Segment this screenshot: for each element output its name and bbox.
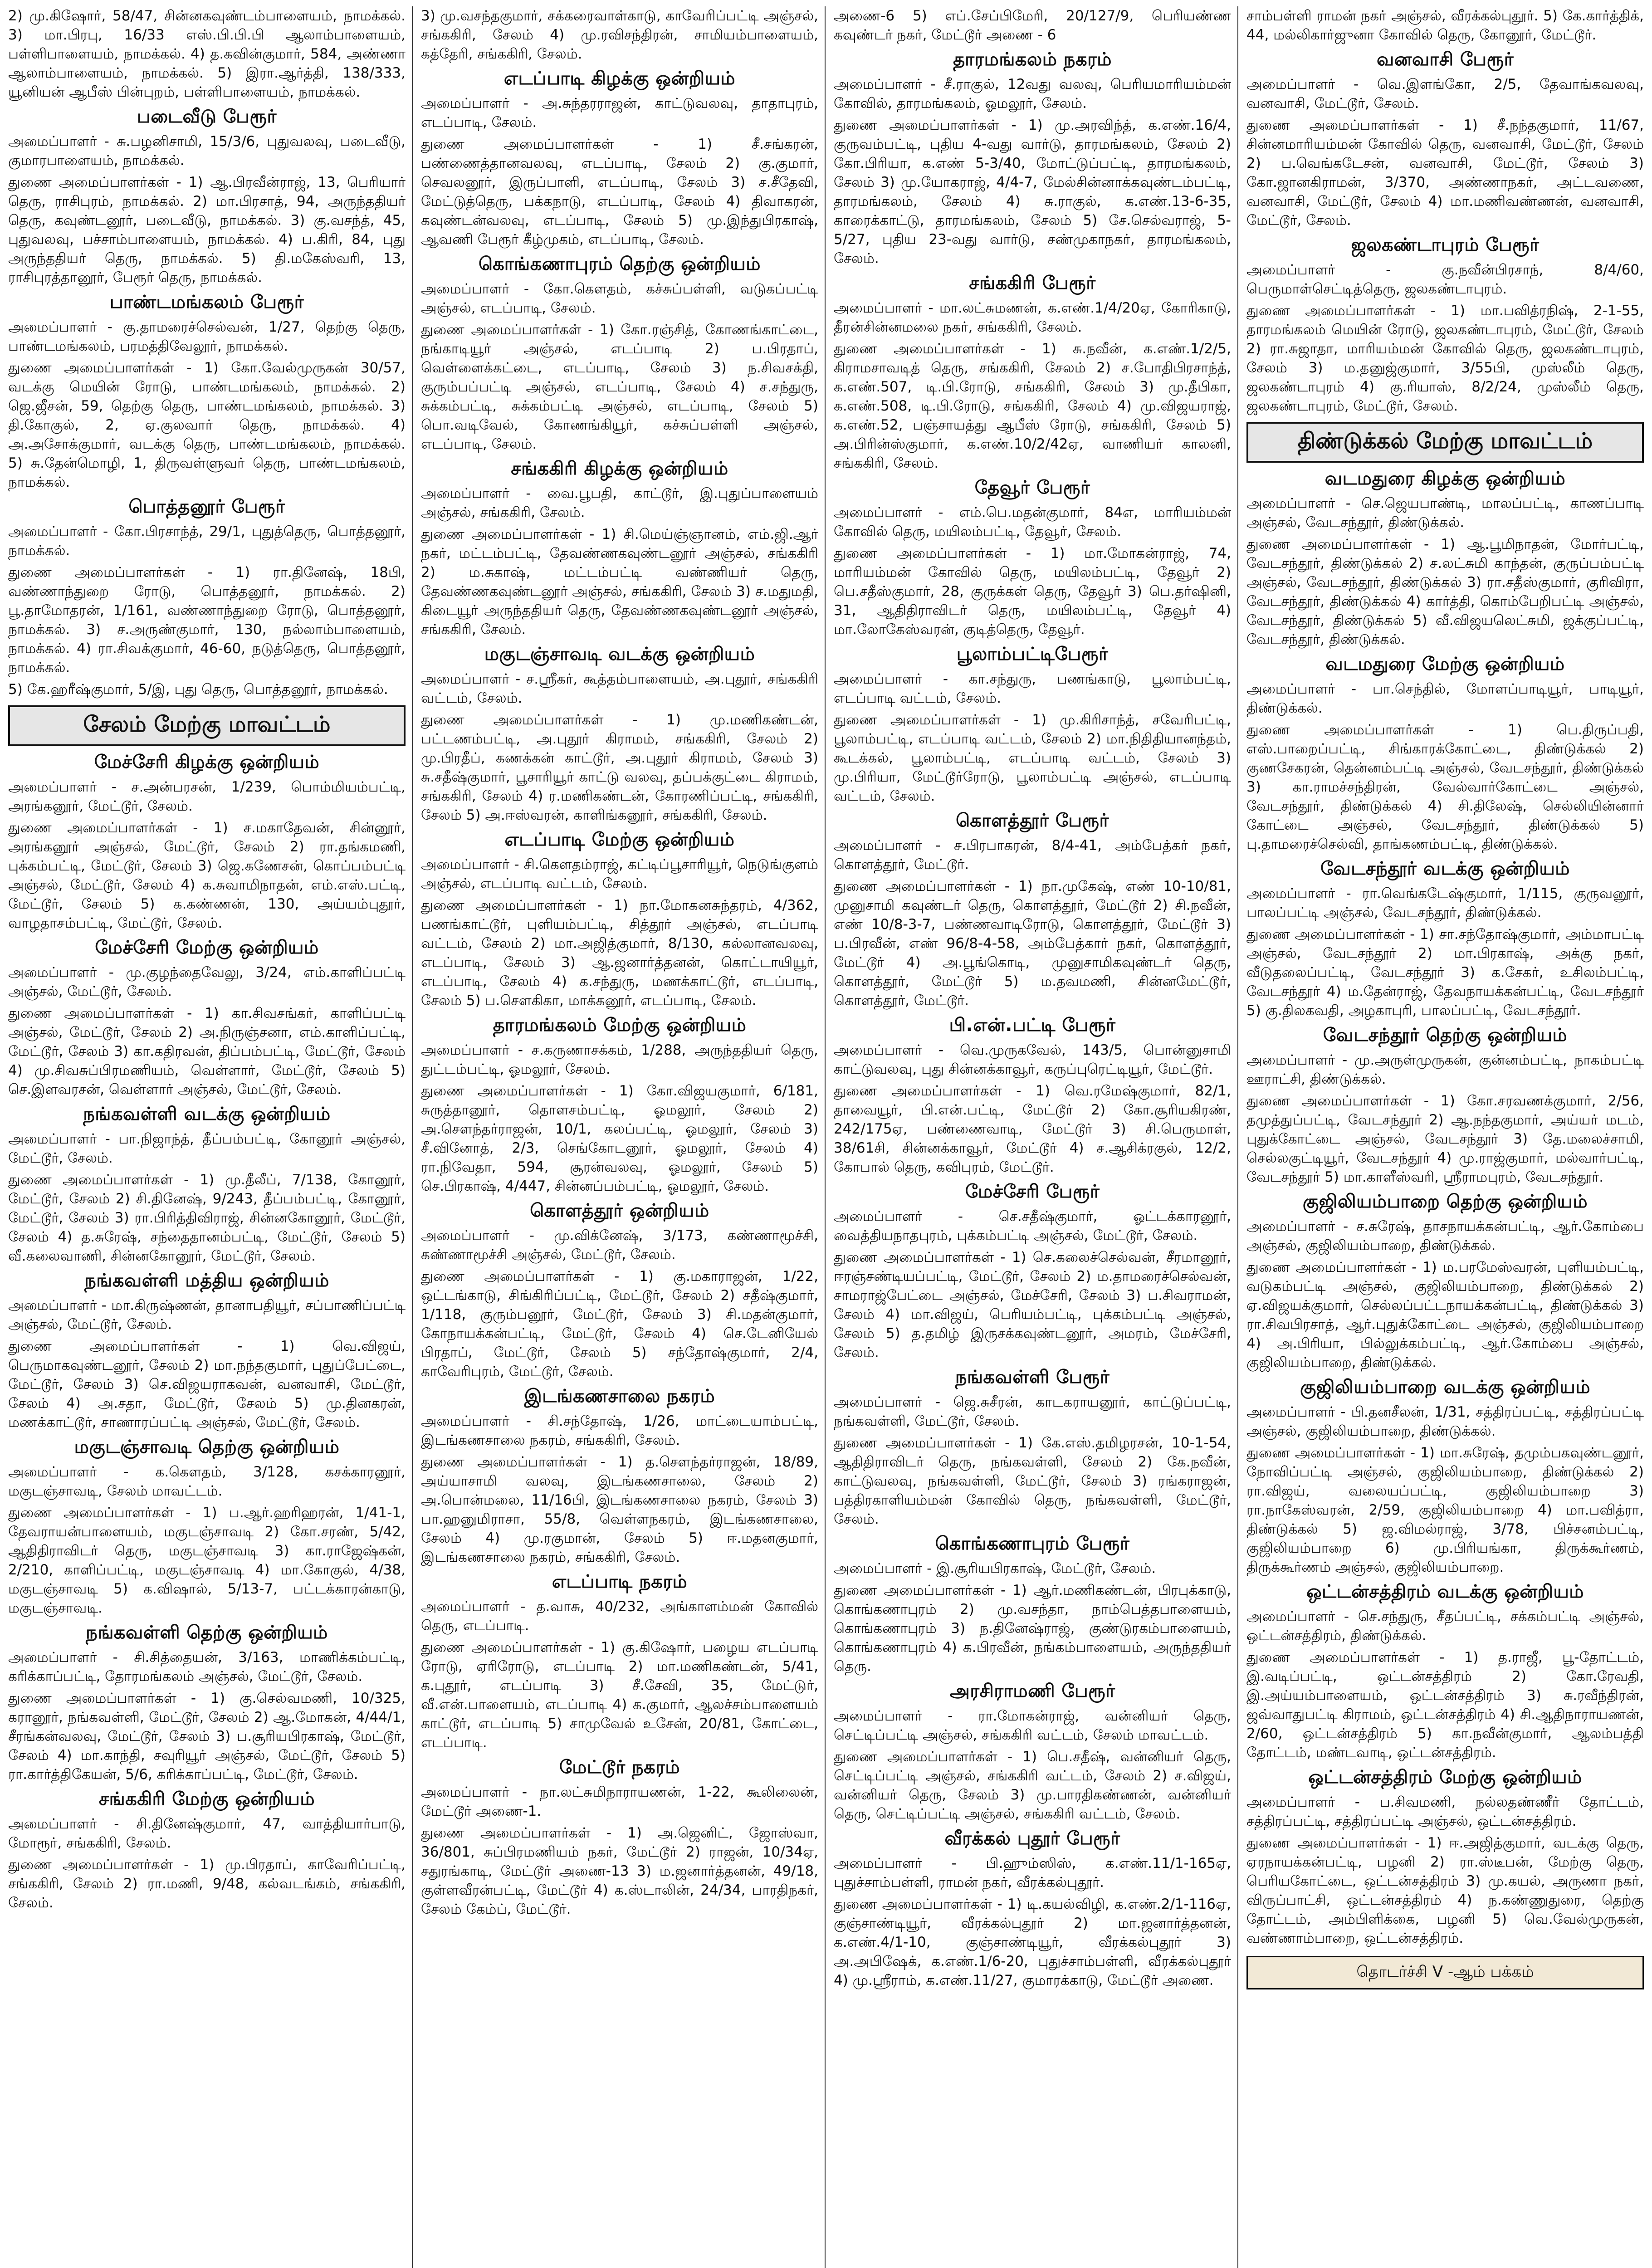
section-paragraph: அமைப்பாளர் - எம்.பெ.மதன்குமார், 84எ, மாரியம்மன் கோவில் தெரு, மயிலம்பட்டி, தேவூர், சேலம். [834, 504, 1231, 540]
section-heading: எடப்பாடி கிழக்கு ஒன்றியம் [503, 68, 736, 89]
section-paragraph: 2) மு.கிஷோர், 58/47, சின்னகவுண்டம்பாளையம், நாமக்கல். 3) மா.பிரபு, 16/33 எஸ்.பி.பி.பி ஆலாம்பாளையம், பள்ளிபாளையம், நாமக்கல். 4) த.கவின்குமார், 584, அண்ணா ஆலாம்பாளையம், நாமக்கல். 5) இரா.ஆர்த்தி, 138/333, யூனியன் ஆபீஸ் பின்புறம், பள்ளிபாளையம், நாமக்கல். [8, 8, 406, 100]
section [1246, 1191, 1644, 1372]
section-paragraph: அமைப்பாளர் - மா.கிருஷ்ணன், தானாபதியூர், சப்பாணிப்பட்டி அஞ்சல், மேட்டூர், சேலம். [8, 1297, 406, 1333]
section-paragraph: துணை அமைப்பாளர்கள் - 1) சு.நவீன், க.எண்.1/2/5, கிராமசாவடித் தெரு, சங்ககிரி, சேலம் 2) ச.போதிபிரசாந்த், க.எண்.507, டி.பி.ரோடு, சங்ககிரி, சேலம் 3) மு.தீபிகா, க.எண்.508, டி.பி.ரோடு, சங்ககிரி, சேலம் 4) மு.விஜயராஜ், க.எண்.52, பஞ்சாயத்து ஆபீஸ் ரோடு, சங்ககிரி, சேலம் 5) அ.பிரின்ஸ்குமார், க.எண்.10/2/42ஏ, வாணியர் காலனி, சங்ககிரி, சேலம். [834, 341, 1231, 471]
section-paragraph: துணை அமைப்பாளர்கள் - 1) கு.மகாராஜன், 1/22, ஒட்டங்காடு, சிங்கிரிப்பட்டி, மேட்டூர், சேலம் 2) சதீஷ்குமார், 1/118, குரும்பனூர், மேட்டூர், சேலம் 3) சி.மதன்குமார், கோநாயக்கன்பட்டி, மேட்டூர், சேலம் 4) செ.டேனியேல் பிரதாப், மேட்டூர், சேலம் 5) சந்தோஷ்குமார், 2/4, காவேரிபுரம், மேட்டூர், சேலம். [421, 1268, 818, 1380]
section [834, 1181, 1231, 1362]
section-paragraph: துணை அமைப்பாளர்கள் - 1) ப.ஆர்.ஹரிஹரன், 1/41-1, தேவராயன்பாளையம், மகுடஞ்சாவடி 2) கோ.சரண், 5/42, ஆதிதிராவிடர் தெரு, மகுடஞ்சாவடி 3) கா.ராஜேஷ்கன், 2/210, காளிப்பட்டி, மகுடஞ்சாவடி 4) மா.கோகுல், 4/38, மகுடஞ்சாவடி 5) க.விஷால், 5/13-7, பட்டக்காரன்காடு, மகுடஞ்சாவடி. [8, 1505, 406, 1616]
section-paragraph: துணை அமைப்பாளர்கள் - 1) வெ.ரமேஷ்குமார், 82/1, தாவையூர், பி.என்.பட்டி, மேட்டூர் 2) கோ.சூரியகிரண், 242/175ஏ, பண்ணைவாடி, மேட்டூர் 3) சி.பெருமாள், 38/61சி, சின்னக்காவூர், மேட்டூர் 4) ச.ஆசிக்ரகுல், 12/2, கோபால் தெரு, கவிபுரம், மேட்டூர். [834, 1083, 1231, 1175]
column-3 [834, 6, 1238, 2268]
section [834, 810, 1231, 1010]
section-heading: இடங்கணசாலை நகரம் [524, 1386, 715, 1407]
section-paragraph: துணை அமைப்பாளர்கள் - 1) கு.கிஷோர், பழைய எடப்பாடி ரோடு, ஏரிரோடு, எடப்பாடி 2) மா.மணிகண்டன், 5/41, க.புதூர், எடப்பாடி 3) சீ.சேவி, 35, மேட்டுர், வீ.என்.பாளையம், எடப்பாடி 4) க.குமார், ஆலச்சம்பாளையம் காட்டூர், எடப்பாடி 5) சாமுவேல் உசேன், 20/81, கோட்டை, எடப்பாடி. [421, 1639, 818, 1751]
section-paragraph: துணை அமைப்பாளர்கள் - 1) கே.எஸ்.தமிழரசன், 10-1-54, ஆதிதிராவிடர் தெரு, நங்கவள்ளி, சேலம் 2) கே.நவீன், காட்டுவலவு, நங்கவள்ளி, மேட்டூர், சேலம் 3) ரங்கராஜன், பத்திரகாளியம்மன் கோவில் தெரு, நங்கவள்ளி, மேட்டூர், சேலம். [834, 1435, 1231, 1527]
section [8, 752, 406, 933]
continuation-note: தொடர்ச்சி V -ஆம் பக்கம் [1246, 1956, 1644, 1989]
section [421, 1386, 818, 1567]
section-heading: அரசிராமணி பேரூர் [949, 1681, 1115, 1701]
section [834, 1367, 1231, 1529]
section-heading: கொங்கணாபுரம் பேரூர் [935, 1533, 1130, 1554]
section [421, 829, 818, 1010]
section [421, 1015, 818, 1196]
section [8, 106, 406, 287]
section-heading: வடமதுரை கிழக்கு ஒன்றியம் [1325, 468, 1566, 489]
section-heading: கொளத்தூர் ஒன்றியம் [530, 1200, 709, 1221]
section-heading: பாண்டமங்கலம் பேரூர் [109, 292, 304, 313]
section-heading: எடப்பாடி மேற்கு ஒன்றியம் [504, 829, 735, 850]
section-paragraph: அமைப்பாளர் - ச.கருணாசக்கம், 1/288, அருந்ததியர் தெரு, துட்டம்பட்டி, ஓமலூர், சேலம். [421, 1042, 818, 1077]
section-paragraph: துணை அமைப்பாளர்கள் - 1) ஆ.பூமிநாதன், மோர்பட்டி, வேடசந்தூர், திண்டுக்கல் 2) ச.லட்சுமி காந்தன், குருப்பம்பட்டி அஞ்சல், வேடசந்தூர், திண்டுக்கல் 3) ரா.சதீஸ்குமார், குரிவிரா, வேடசந்தூர், திண்டுக்கல் 4) கார்த்தி, கொம்பேறிபட்டி அஞ்சல், வேடசந்தூர், திண்டுக்கல் 5) வீ.விஜயலெட்சுமி, ஜக்குப்பட்டி, வேடசந்தூர், திண்டுக்கல். [1246, 536, 1644, 648]
section [1246, 49, 1644, 230]
section-paragraph: துணை அமைப்பாளர்கள் - 1) சீ.நந்தகுமார், 11/67, சின்னமாரியம்மன் கோவில் தெரு, வனவாசி, மேட்டூர், சேலம் 2) ப.வெங்கடேசன், வனவாசி, மேட்டூர், சேலம் 3) கோ.ஜானகிராமன், 3/370, அண்ணாநகர், அட்டவணை, வனவாசி, மேட்டூர், சேலம் 4) மா.மணிவண்ணன், வனவாசி, மேட்டூர், சேலம். [1246, 117, 1644, 229]
section-paragraph: அமைப்பாளர் - பா.செந்தில், மோளப்பாடியூர், பாடியூர், திண்டுக்கல். [1246, 681, 1644, 716]
section [834, 6, 1231, 44]
section-paragraph: துணை அமைப்பாளர்கள் - 1) மா.சுரேஷ், தமும்பகவுண்டனூர், நோவிப்பட்டி அஞ்சல், குஜிலியம்பாறை, திண்டுக்கல் 2) ரா.விஜய், வலையப்பட்டி, குஜிலியம்பாறை 3) ரா.நாகேஸ்வரன், 2/59, குஜிலியம்பாறை 4) மா.பவித்ரா, திண்டுக்கல் 5) ஜ.விமல்ராஜ், 3/78, பிச்சனம்பட்டி, குஜிலியம்பாறை 6) மு.பிரியங்கா, திருக்கூர்ணம், திருக்கூர்ணம் அஞ்சல், குஜிலியம்பாறை. [1246, 1445, 1644, 1575]
section [8, 496, 406, 699]
section-paragraph: அமைப்பாளர் - ரா.வெங்கடேஷ்குமார், 1/115, குருவனூர், பாலப்பட்டி அஞ்சல், வேடசந்தூர், திண்டுக்கல். [1246, 885, 1644, 921]
section-heading: மகுடஞ்சாவடி தெற்கு ஒன்றியம் [74, 1437, 340, 1457]
section-heading: பி.என்.பட்டி பேரூர் [949, 1015, 1116, 1036]
section-paragraph: துணை அமைப்பாளர்கள் - 1) அ.ஜெனிட், ஜோஸ்வா, 36/801, சுப்பிரமணியம் நகர், மேட்டூர் 2) ராஜன், 10/34ஏ, சதுரங்காடி, மேட்டூர் அணை-13 3) ம.ஜனார்த்தனன், 49/18, குள்ளவீரன்பட்டி, மேட்டூர் 4) க.ஸ்டாலின், 24/34, பாரதிநகர், சேலம் கேம்ப், மேட்டூர். [421, 1825, 818, 1917]
section-paragraph: துணை அமைப்பாளர்கள் - 1) வெ.விஜய், பெருமாகவுண்டனூர், சேலம் 2) மா.நந்தகுமார், புதுப்பேட்டை, மேட்டூர், சேலம் 3) செ.விஜயராகவன், வனவாசி, மேட்டூர், சேலம் 4) அ.சதா, மேட்டூர், சேலம் 5) மு.தினகரன், மணக்காட்டூர், சாணாரப்பட்டி அஞ்சல், மேட்டூர், சேலம். [8, 1338, 406, 1431]
section [1246, 1025, 1644, 1187]
section [8, 1437, 406, 1618]
section-paragraph: அமைப்பாளர் - வெ.இளங்கோ, 2/5, தேவாங்கவலவு, வனவாசி, மேட்டூர், சேலம். [1246, 76, 1644, 112]
section-paragraph: துணை அமைப்பாளர்கள் - 1) ம.பரமேஸ்வரன், புளியம்பட்டி, வடுகம்பட்டி அஞ்சல், குஜிலியம்பாறை, திண்டுக்கல் 2) ஏ.விஜயக்குமார், செல்லப்பட்டநாயக்கன்பட்டி, திண்டுக்கல் 3) ரா.சிவபிரசாத், ஆர்.புதுக்கோட்டை அஞ்சல், குஜிலியம்பாறை 4) அ.பிரியா, பில்லுக்கம்பட்டி, ஆர்.கோம்பை அஞ்சல், குஜிலியம்பாறை, திண்டுக்கல். [1246, 1259, 1644, 1371]
column-2 [421, 6, 826, 2268]
section-paragraph: அணை-6 5) எப்.சேப்பிமேரி, 20/127/9, பெரியண்ண கவுண்டர் நகர், மேட்டூர் அணை - 6 [834, 8, 1231, 43]
section-heading: மகுடஞ்சாவடி வடக்கு ஒன்றியம் [484, 644, 755, 665]
section-heading: வடமதுரை மேற்கு ஒன்றியம் [1325, 654, 1565, 675]
section [421, 1757, 818, 1919]
section-paragraph: துணை அமைப்பாளர்கள் - 1) செ.கலைச்செல்வன், சீரமானூர், ஈரஞ்சண்டியப்பட்டி, மேட்டூர், சேலம் 2) ம.தாமரைச்செல்வன், சாமராஜ்பேட்டை அஞ்சல், மேச்சேரி, சேலம் 3) ப.சிவராமன், சேலம் 4) மா.விஜய், பெரியம்பட்டி, புக்கம்பட்டி அஞ்சல், சேலம் 5) த.தமிழ் இருசக்கவுண்டனூர், அமரம், மேச்சேரி, சேலம். [834, 1249, 1231, 1361]
section-paragraph: துணை அமைப்பாளர்கள் - 1) ஆ.பிரவீன்ராஜ், 13, பெரியார் தெரு, ராசிபுரம், நாமக்கல். 2) மா.பிரசாத், 94, அருந்ததியர் தெரு, கவுண்டனூர், படைவீடு, நாமக்கல். 3) கு.வசந்த், 45, புதுவலவு, பச்சாம்பாளையம், நாமக்கல். 4) ப.கிரி, 84, புது அருந்ததியர் தெரு, நாமக்கல். 5) தி.மகேஸ்வரி, 13, ராசிபுரத்தானூர், பேரூர் தெரு, நாமக்கல். [8, 174, 406, 286]
section-paragraph: அமைப்பாளர் - செ.ஜெயபாண்டி, மாலப்பட்டி, காணப்பாடி அஞ்சல், வேடசந்தூர், திண்டுக்கல். [1246, 495, 1644, 531]
section [834, 49, 1231, 268]
section-heading: படைவீடு பேரூர் [137, 106, 277, 127]
section-paragraph: துணை அமைப்பாளர்கள் - 1) மு.அரவிந்த், க.எண்.16/4, குருவம்பட்டி, புதிய 4-வது வார்டு, தாரமங்கலம், சேலம் 2) கோ.பிரியா, க.எண் 5-3/40, மோட்டுப்பட்டி, தாரமங்கலம், சேலம் 3) மு.யோகராஜ், 4/4-7, மேல்சின்னாக்கவுண்டம்பட்டி, தாரமங்கலம், சேலம் 4) சு.ராகுல், க.எண்.13-6-35, காரைக்காட்டு, தாரமங்கலம், சேலம் 5) சே.செல்வராஜ், 5-5/27, புதிய 23-வது வார்டு, சண்முகாநகர், தாரமங்கலம், சேலம். [834, 117, 1231, 267]
section-paragraph: துணை அமைப்பாளர்கள் - 1) ஆர்.மணிகண்டன், பிரபுக்காடு, கொங்கணாபுரம் 2) மு.வசந்தா, நாம்பெத்தபாளையம், கொங்கணாபுரம் 3) ந.தினேஷ்ராஜ், குண்டுரகம்பாளையம், கொங்கணாபுரம் 4) க.பிரவீன், நங்கம்பாளையம், அருந்ததியர் தெரு. [834, 1582, 1231, 1675]
section-paragraph: அமைப்பாளர் - மு.அருள்முருகன், குன்னம்பட்டி, நாகம்பட்டி ஊராட்சி, திண்டுக்கல். [1246, 1052, 1644, 1087]
section-paragraph: அமைப்பாளர் - ச.ஸ்ரீகர், கூத்தம்பாளையம், அ.புதூர், சங்ககிரி வட்டம், சேலம். [421, 671, 818, 706]
section-heading: மேச்சேரி கிழக்கு ஒன்றியம் [94, 752, 320, 772]
section-paragraph: 5) கே.ஹரீஷ்குமார், 5/இ, புது தெரு, பொத்தனூர், நாமக்கல். [8, 681, 388, 698]
section [834, 1015, 1231, 1177]
section-paragraph: அமைப்பாளர் - க.கௌதம், 3/128, கசக்காரனூர், மகுடஞ்சாவடி, சேலம் மாவட்டம். [8, 1464, 406, 1499]
section-paragraph: துணை அமைப்பாளர்கள் - 1) பெ.திருப்பதி, எஸ்.பாறைப்பட்டி, சிங்காரக்கோட்டை, திண்டுக்கல் 2) குணசேகரன், தென்னம்பட்டி அஞ்சல், வேடசந்தூர், திண்டுக்கல் 3) கா.ராமச்சந்திரன், வேல்வார்கோட்டை அஞ்சல், வேடசந்தூர், திண்டுக்கல் 4) சி.திலேஷ், செல்லியின்னார் கோட்டை அஞ்சல், வேடசந்தூர், திண்டுக்கல் 5) பு.தாமரைச்செல்வி, தாங்கணம்பட்டி, திண்டுக்கல். [1246, 722, 1644, 852]
section-paragraph: அமைப்பாளர் - சீ.ராகுல், 12வது வலவு, பெரியமாரியம்மன் கோவில், தாரமங்கலம், ஓமலூர், சேலம். [834, 76, 1231, 112]
section [421, 254, 818, 454]
district-banner: சேலம் மேற்கு மாவட்டம் [8, 705, 406, 746]
section [8, 1789, 406, 1912]
section [8, 1622, 406, 1784]
section-paragraph: துணை அமைப்பாளர்கள் - 1) ச.மகாதேவன், சின்னூர், அரங்கனூர் அஞ்சல், மேட்டூர், சேலம் 2) ரா.தங்கமணி, புக்கம்பட்டி, மேட்டூர், சேலம் 3) ஜெ.கணேசன், கொப்பம்பட்டி அஞ்சல், மேட்டூர், சேலம் 4) க.சுவாமிநாதன், எம்.எஸ்.பட்டி, மேட்டூர், சேலம் 5) க.கண்ணன், 130, அய்யம்புதூர், வாழதாசம்பட்டி, மேட்டூர், சேலம். [8, 820, 406, 931]
section [834, 1828, 1231, 1990]
section-paragraph: 3) மு.வசந்தகுமார், சக்கரைவாள்காடு, காவேரிப்பட்டி அஞ்சல், சங்ககிரி, சேலம் 4) மு.ரவிசந்திரன், சாமியம்பாளையம், கத்தேரி, சங்ககிரி, சேலம். [421, 8, 818, 62]
section-paragraph: அமைப்பாளர் - ப.சிவமணி, நல்லதண்ணீர் தோட்டம், சத்திரப்பட்டி, சத்திரப்பட்டி அஞ்சல், ஒட்டன்சத்திரம். [1246, 1794, 1644, 1829]
section [421, 458, 818, 639]
section-heading: தாரமங்கலம் நகரம் [953, 49, 1112, 70]
section [8, 1270, 406, 1432]
section-paragraph: அமைப்பாளர் - பி.ஹும்ஸிஸ், க.எண்.11/1-165ஏ, புதுச்சாம்பள்ளி, ராமன் நகர், வீரக்கல்புதூர். [834, 1855, 1231, 1891]
section-heading: சங்ககிரி கிழக்கு ஒன்றியம் [511, 458, 728, 479]
section-paragraph: துணை அமைப்பாளர்கள் - 1) சீ.சங்கரன், பண்ணைத்தானவலவு, எடப்பாடி, சேலம் 2) கு.குமார், செவலனூர், இருப்பாளி, எடப்பாடி, சேலம் 3) ச.சீதேவி, மேட்டுத்தெரு, பக்கநாடு, எடப்பாடி, சேலம் 4) திவாகரன், கவுண்டன்வலவு, எடப்பாடி, சேலம் 5) மு.இந்துபிரகாஷ், ஆவணி பேரூர் கீழ்முகம், எடப்பாடி, சேலம். [421, 136, 818, 248]
section-heading: தாரமங்கலம் மேற்கு ஒன்றியம் [493, 1015, 747, 1036]
section-heading: மேச்சேரி மேற்கு ஒன்றியம் [95, 937, 319, 958]
district-banner: திண்டுக்கல் மேற்கு மாவட்டம் [1246, 422, 1644, 463]
section-paragraph: அமைப்பாளர் - த.வாசு, 40/232, அங்காளம்மன் கோவில் தெரு, எடப்பாடி. [421, 1598, 818, 1634]
section [421, 1200, 818, 1381]
section-paragraph: அமைப்பாளர் - மு.குழந்தைவேலு, 3/24, எம்.காளிப்பட்டி அஞ்சல், மேட்டூர், சேலம். [8, 964, 406, 1000]
section-paragraph: துணை அமைப்பாளர்கள் - 1) ரா.தினேஷ், 18பி, வண்ணாந்துறை ரோடு, பொத்தனூர், நாமக்கல். 2) பூ.தாமோதரன், 1/161, வண்ணாந்துறை ரோடு, பொத்தனூர், நாமக்கல். 3) ச.அருண்குமார், 130, நல்லாம்பாளையம், நாமக்கல். 4) ரா.சிவக்குமார், 46-60, நடுத்தெரு, பொத்தனூர், நாமக்கல். [8, 564, 406, 676]
section-paragraph: அமைப்பாளர் - சி.கௌதம்ராஜ், கட்டிப்பூசாரியூர், நெடுங்குளம் அஞ்சல், எடப்பாடி வட்டம், சேலம். [421, 856, 818, 892]
section-heading: சங்ககிரி பேரூர் [969, 273, 1096, 293]
section-paragraph: துணை அமைப்பாளர்கள் - 1) சி.மெய்ஞ்ஞானம், எம்.ஜி.ஆர் நகர், மட்டம்பட்டி, தேவண்ணகவுண்டனூர் அஞ்சல், சங்ககிரி 2) ம.சுகாஷ், மட்டம்பட்டி வண்ணியர் தெரு, தேவண்ணகவுண்டனூர் அஞ்சல், சங்ககிரி, சேலம் 3) ச.மதுமதி, கிடையூர் அருந்ததியர் தெரு, தேவண்ணகவுண்டனூர் அஞ்சல், சங்ககிரி, சேலம். [421, 526, 818, 638]
section-paragraph: துணை அமைப்பாளர்கள் - 1) பெ.சதீஷ், வன்னியர் தெரு, செட்டிப்பட்டி அஞ்சல், சங்ககிரி வட்டம், சேலம் 2) ச.விஜய், வன்னியர் தெரு, சேலம் 3) மு.பாரதிகண்ணன், வன்னியர் தெரு, செட்டிப்பட்டி அஞ்சல், சங்ககிரி வட்டம், சேலம். [834, 1749, 1231, 1822]
section-paragraph: துணை அமைப்பாளர்கள் - 1) கோ.ரஞ்சித், கோணங்காட்டை, நங்காடியூர் அஞ்சல், எடப்பாடி 2) ப.பிரதாப், வெள்ளைக்கட்டை, எடப்பாடி, சேலம் 3) ந.சிவசக்தி, குரும்பப்பட்டி அஞ்சல், எடப்பாடி, சேலம் 4) ச.சந்துரு, சுக்கம்பட்டி, சுக்கம்பட்டி அஞ்சல், எடப்பாடி, சேலம் 5) பொ.வடிவேல், கோணங்கியூர், கச்சுப்பள்ளி அஞ்சல், எடப்பாடி, சேலம். [421, 322, 818, 452]
section [1246, 1377, 1644, 1577]
section-paragraph: அமைப்பாளர் - கு.நவீன்பிரசாந், 8/4/60, பெருமாள்செட்டித்தெரு, ஜலகண்டாபுரம். [1246, 262, 1644, 297]
section-paragraph: அமைப்பாளர் - சு.பழனிசாமி, 15/3/6, புதுவலவு, படைவீடு, குமாரபாளையம், நாமக்கல். [8, 133, 406, 169]
section-heading: சங்ககிரி மேற்கு ஒன்றியம் [98, 1789, 315, 1809]
section-paragraph: அமைப்பாளர் - செ.சதீஷ்குமார், ஓட்டக்காரனூர், வைத்தியநாதபுரம், புக்கம்பட்டி அஞ்சல், மேட்டூர், சேலம். [834, 1208, 1231, 1244]
section [834, 273, 1231, 473]
section [1246, 6, 1644, 44]
section [1246, 468, 1644, 649]
section-paragraph: அமைப்பாளர் - வெ.முருகவேல், 143/5, பொன்னுசாமி காட்டுவலவு, புது சின்னக்காவூர், கருப்புரெட்டியூர், மேட்டூர். [834, 1042, 1231, 1077]
section-paragraph: துணை அமைப்பாளர்கள் - 1) மு.கிரிசாந்த், சவேரிபட்டி, பூலாம்பட்டி, எடப்பாடி வட்டம், சேலம் 2) மா.நிதிதியானந்தம், கூடக்கல், பூலாம்பட்டி, எடப்பாடி வட்டம், சேலம் 3) மு.பிரியா, மேட்டூர்ரோடு, பூலாம்பட்டி அஞ்சல், எடப்பாடி வட்டம், சேலம். [834, 712, 1231, 804]
section [421, 6, 818, 64]
section-paragraph: துணை அமைப்பாளர்கள் - 1) கோ.சரவணக்குமார், 2/56, தமுத்துப்பட்டி, வேடசந்தூர் 2) ஆ.நந்தகுமார், அய்யர் மடம், புதுக்கோட்டை அஞ்சல், வேடசந்தூர் 3) தே.மலைச்சாமி, செல்லகுட்டியூர், வேடசந்தூர் 4) மு.ராஜ்குமார், மல்வார்பட்டி, வேடசந்தூர் 5) மா.காளீஸ்வரி, ஸ்ரீராமபுரம், வேடசந்தூர். [1246, 1093, 1644, 1185]
section-paragraph: அமைப்பாளர் - ஜெ.சுசீரன், காடகராயனூர், காட்டுப்பட்டி, நங்கவள்ளி, மேட்டூர், சேலம். [834, 1394, 1231, 1429]
section-heading: நங்கவள்ளி மத்திய ஒன்றியம் [84, 1270, 329, 1291]
section-paragraph: துணை அமைப்பாளர்கள் - 1) கு.செல்வமணி, 10/325, கரானூர், நங்கவள்ளி, மேட்டூர், சேலம் 2) ஆ.மோகன், 4/44/1, சீரங்கன்வலவு, மேட்டூர், சேலம் 3) ப.சூரியபிரகாஷ், மேட்டூர், சேலம் 4) மா.காந்தி, சவுரியூர் அஞ்சல், மேட்டூர், சேலம் 5) ரா.கார்த்திகேயன், 5/6, கரிக்காப்பட்டி, மேட்டூர், சேலம். [8, 1690, 406, 1783]
section [1246, 1581, 1644, 1762]
section-heading: தேவூர் பேரூர் [974, 477, 1090, 498]
section [421, 644, 818, 825]
section-paragraph: துணை அமைப்பாளர்கள் - 1) மு.மணிகண்டன், பட்டணம்பட்டி, அ.புதூர் கிராமம், சங்ககிரி, சேலம் 2) மு.பிரதீப், கணக்கன் காட்டூர், அ.புதூர் கிராமம், சேலம் 3) சு.சதீஷ்குமார், பூசாரியூர் காட்டு வலவு, தப்பக்குட்டை கிராமம், சங்ககிரி, சேலம் 4) ர.மணிகண்டன், கோரணிப்பட்டி, சங்ககிரி, சேலம் 5) அ.ஈஸ்வரன், காளிங்கனூர், சங்ககிரி, சேலம். [421, 712, 818, 823]
section-heading: ஒட்டன்சத்திரம் மேற்கு ஒன்றியம் [1308, 1767, 1582, 1788]
section-paragraph: அமைப்பாளர் - செ.சந்துரு, சீதப்பட்டி, சக்கம்பட்டி அஞ்சல், ஒட்டன்சத்திரம், திண்டுக்கல். [1246, 1608, 1644, 1644]
section-heading: குஜிலியம்பாறை தெற்கு ஒன்றியம் [1302, 1191, 1588, 1212]
section [1246, 858, 1644, 1020]
section-heading: எடப்பாடி நகரம் [552, 1571, 688, 1592]
section-paragraph: அமைப்பாளர் - பா.நிஜாந்த், தீப்பம்பட்டி, கோனூர் அஞ்சல், மேட்டூர், சேலம். [8, 1131, 406, 1166]
section-heading: வேடசந்தூர் வடக்கு ஒன்றியம் [1320, 858, 1570, 879]
section-paragraph: துணை அமைப்பாளர்கள் - 1) மு.பிரதாப், காவேரிப்பட்டி, சங்ககிரி, சேலம் 2) ரா.மணி, 9/48, கல்வடங்கம், சங்ககிரி, சேலம். [8, 1857, 406, 1911]
section-paragraph: அமைப்பாளர் - சி.சித்தையன், 3/163, மாணிக்கம்பட்டி, கரிக்காப்பட்டி, தோரமங்கலம் அஞ்சல், மேட்டூர், சேலம். [8, 1649, 406, 1685]
section [1246, 235, 1644, 415]
section-heading: கொளத்தூர் பேரூர் [956, 810, 1109, 831]
section-paragraph: துணை அமைப்பாளர்கள் - 1) கோ.விஜயகுமார், 6/181, சுருத்தானூர், தொளசம்பட்டி, ஓமலூர், சேலம் 2) அ.சௌந்தர்ராஜன், 10/1, கலப்பட்டி, ஓமலூர், சேலம் 3) சீ.வினோத், 2/3, செங்கோடனூர், ஓமலூர், சேலம் 4) ரா.நிவேதா, 594, சூரன்வலவு, ஓமலூர், சேலம் 5) செ.பிரகாஷ், 4/447, சின்னப்பம்பட்டி, ஓமலூர், சேலம். [421, 1083, 818, 1194]
column-4 [1246, 6, 1644, 2268]
section-paragraph: அமைப்பாளர் - அ.சுந்தரராஜன், காட்டுவலவு, தாதாபுரம், எடப்பாடி, சேலம். [421, 95, 818, 131]
section-heading: வீரக்கல் புதூர் பேரூர் [944, 1828, 1120, 1849]
section-paragraph: துணை அமைப்பாளர்கள் - 1) நா.முகேஷ், எண் 10-10/81, முனுசாமி கவுண்டர் தெரு, கொளத்தூர், மேட்டூர் 2) சி.நவீன், எண் 10/8-3-7, பண்ணவாடிரோடு, கொளத்தூர், மேட்டூர் 3) ப.பிரவீன், எண் 96/8-4-58, அம்பேத்கார் நகர், கொளத்தூர், மேட்டூர் 4) அ.பூங்கொடி, முனுசாமிகவுண்டர் தெரு, கொளத்தூர், மேட்டூர் 5) ம.தவமணி, சின்னமேட்டூர், கொளத்தூர், மேட்டூர். [834, 878, 1231, 1009]
columns-container [8, 6, 1644, 2268]
section-heading: நங்கவள்ளி தெற்கு ஒன்றியம் [86, 1622, 328, 1643]
section-paragraph: சாம்பள்ளி ராமன் நகர் அஞ்சல், வீரக்கல்புதூர். 5) கே.கார்த்திக், 44, மல்லிகார்ஜுனா கோவில் தெரு, கோனூர், மேட்டூர். [1246, 8, 1644, 43]
section-paragraph: அமைப்பாளர் - நா.லட்சுமிநாராயணன், 1-22, கூலிலைன், மேட்டூர் அணை-1. [421, 1784, 818, 1819]
section-heading: மேட்டூர் நகரம் [559, 1757, 680, 1778]
section [834, 1681, 1231, 1823]
section-paragraph: துணை அமைப்பாளர்கள் - 1) த.சௌந்தர்ராஜன், 18/89, அய்யாசாமி வலவு, இடங்கணசாலை, சேலம் 2) அ.பொன்மலை, 11/16பி, இடங்கணசாலை நகரம், சேலம் 3) பா.ஹனுமிராசா, 55/8, வெள்ளநகரம், இடங்கணசாலை, சேலம் 4) மு.ரகுமான், சேலம் 5) ஈ.மதனகுமார், இடங்கணசாலை நகரம், சங்ககிரி, சேலம். [421, 1454, 818, 1565]
section-paragraph: துணை அமைப்பாளர்கள் - 1) கோ.வேல்முருகன் 30/57, வடக்கு மெயின் ரோடு, பாண்டமங்கலம், நாமக்கல். 2) ஜெ.ஜீசன், 59, தெற்கு தெரு, பாண்டமங்கலம், நாமக்கல். 3) தி.கோகுல், 2, ஏ.குலவார் தெரு, நாமக்கல். 4) அ.அசோக்குமார், வடக்கு தெரு, பாண்டமங்கலம், நாமக்கல். 5) சு.தேன்மொழி, 1, திருவள்ளுவர் தெரு, பாண்டமங்கலம், நாமக்கல். [8, 360, 406, 490]
section-paragraph: அமைப்பாளர் - மு.விக்னேஷ், 3/173, கண்ணாமூச்சி, கண்ணாமூச்சி அஞ்சல், மேட்டூர், சேலம். [421, 1227, 818, 1263]
section-paragraph: அமைப்பாளர் - கோ.கௌதம், கச்சுப்பள்ளி, வடுகப்பட்டி அஞ்சல், எடப்பாடி, சேலம். [421, 281, 818, 316]
section-paragraph: அமைப்பாளர் - கோ.பிரசாந்த், 29/1, புதுத்தெரு, பொத்தனூர், நாமக்கல். [8, 523, 406, 559]
section-heading: ஒட்டன்சத்திரம் வடக்கு ஒன்றியம் [1306, 1581, 1584, 1602]
section [834, 477, 1231, 639]
section [421, 68, 818, 249]
section-heading: ஜலகண்டாபுரம் பேரூர் [1351, 235, 1540, 255]
section [834, 644, 1231, 806]
section-paragraph: அமைப்பாளர் - கு.தாமரைச்செல்வன், 1/27, தெற்கு தெரு, பாண்டமங்கலம், பரமத்திவேலூர், நாமக்கல். [8, 319, 406, 354]
section-heading: மேச்சேரி பேரூர் [965, 1181, 1100, 1202]
section-heading: பூலாம்பட்டிபேரூர் [956, 644, 1109, 665]
section-paragraph: துணை அமைப்பாளர்கள் - 1) டி.கயல்விழி, க.எண்.2/1-116ஏ, குஞ்சாண்டியூர், வீரக்கல்புதூர் 2) மா.ஜனார்த்தனன், க.எண்.4/1-10, குஞ்சாண்டியூர், வீரக்கல்புதூர் 3) அ.அபிஷேக், க.எண்.1/6-20, புதுச்சாம்பள்ளி, வீரக்கல்புதூர் 4) மு.ஸ்ரீராம், க.எண்.11/27, குமாரக்காடு, மேட்டூர் அணை. [834, 1896, 1231, 1989]
section [1246, 654, 1644, 854]
section-paragraph: துணை அமைப்பாளர்கள் - 1) த.ராஜீ, பூ-தோட்டம், இ.வடிப்பட்டி, ஒட்டன்சத்திரம் 2) கோ.ரேவதி, இ.அய்யம்பாளையம், ஒட்டன்சத்திரம் 3) சு.ரவீந்திரன், ஜவ்வாதுபட்டி கிராமம், ஒட்டன்சத்திரம் 4) சி.ஆதிநாராயணன், 2/60, ஒட்டன்சத்திரம் 5) கா.நவீன்குமார், ஆலம்பத்தி தோட்டம், மண்டவாடி, ஒட்டன்சத்திரம். [1246, 1649, 1644, 1761]
section-heading: கொங்கணாபுரம் தெற்கு ஒன்றியம் [479, 254, 761, 274]
section-paragraph: துணை அமைப்பாளர்கள் - 1) ஈ.அஜித்குமார், வடக்கு தெரு, ஏரநாயக்கன்பட்டி, பழனி 2) ரா.ஸ்டீபன், மேற்கு தெரு, பெரியகோட்டை, ஒட்டன்சத்திரம் 3) மு.கயல், அருணா நகர், விருப்பாட்சி, ஒட்டன்சத்திரம் 4) ந.கண்ணுதுரை, தெற்கு தோட்டம், அம்பிளிக்கை, பழனி 5) வெ.வேல்முருகன், வண்ணாம்பாறை, ஒட்டன்சத்திரம். [1246, 1835, 1644, 1946]
section-paragraph: அமைப்பாளர் - மா.லட்சுமணன், க.எண்.1/4/20ஏ, கோரிகாடு, தீரன்சின்னமலை நகர், சங்ககிரி, சேலம். [834, 300, 1231, 335]
section-paragraph: அமைப்பாளர் - சி.தினேஷ்குமார், 47, வாத்தியார்பாடு, மோரூர், சங்ககிரி, சேலம். [8, 1816, 406, 1851]
section [1246, 1767, 1644, 1948]
section [8, 1104, 406, 1266]
section-paragraph: அமைப்பாளர் - ரா.மோகன்ராஜ், வன்னியர் தெரு, செட்டிப்பட்டி அஞ்சல், சங்ககிரி வட்டம், சேலம் மாவட்டம். [834, 1708, 1231, 1743]
section [421, 1571, 818, 1752]
section-heading: பொத்தனூர் பேரூர் [128, 496, 285, 517]
section-paragraph: அமைப்பாளர் - இ.சூரியபிரகாஷ், மேட்டூர், சேலம். [834, 1560, 1156, 1577]
section-paragraph: துணை அமைப்பாளர்கள் - 1) சா.சந்தோஷ்குமார், அம்மாபட்டி அஞ்சல், வேடசந்தூர் 2) மா.பிரகாஷ், அக்கு நகர், வீடுதலைப்பட்டி, வேடசந்தூர் 3) க.சேகர், உசிலம்பட்டி, வேடசந்தூர் 4) ம.தேன்ராஜ், தேவநாயக்கன்பட்டி, வேடசந்தூர் 5) கு.திலகவதி, அழகாபுரி, பாலப்பட்டி, வேடசந்தூர். [1246, 926, 1644, 1019]
section-heading: வனவாசி பேரூர் [1376, 49, 1514, 70]
section [8, 937, 406, 1099]
section-paragraph: துணை அமைப்பாளர்கள் - 1) மா.மோகன்ராஜ், 74, மாரியம்மன் கோவில் தெரு, மயிலம்பட்டி, தேவூர் 2) பெ.சதீஸ்குமார், 28, குருக்கள் தெரு, தேவூர் 3) பெ.தர்ஷினி, 31, ஆதிதிராவிடர் தெரு, மயிலம்பட்டி, தேவூர் 4) மா.லோகேஸ்வரன், குடித்தெரு, தேவூர். [834, 545, 1231, 638]
section [834, 1533, 1231, 1676]
section-paragraph: அமைப்பாளர் - வை.பூபதி, காட்டூர், இ.புதுப்பாளையம் அஞ்சல், சங்ககிரி, சேலம். [421, 485, 818, 521]
section-paragraph: அமைப்பாளர் - ச.பிரபாகரன், 8/4-41, அம்பேத்கர் நகர், கொளத்தூர், மேட்டூர். [834, 837, 1231, 873]
section-paragraph: துணை அமைப்பாளர்கள் - 1) நா.மோகனசுந்தரம், 4/362, பணங்காட்டூர், புளியம்பட்டி, சித்தூர் அஞ்சல், எடப்பாடி வட்டம், சேலம் 2) மா.அஜித்குமார், 8/130, கல்லானவலவு, எடப்பாடி, சேலம் 3) ஆ.ஜனார்த்தனன், கொட்டாயியூர், எடப்பாடி, சேலம் 4) க.சந்துரு, மணக்காட்டூர், எடப்பாடி, சேலம் 5) ப.சௌகிகா, மாக்கனூர், எடப்பாடி, சேலம். [421, 897, 818, 1009]
section-heading: குஜிலியம்பாறை வடக்கு ஒன்றியம் [1300, 1377, 1590, 1398]
section-paragraph: துணை அமைப்பாளர்கள் - 1) மு.தீலீப், 7/138, கோனூர், மேட்டூர், சேலம் 2) சி.தினேஷ், 9/243, தீப்பம்பட்டி, கோனூர், மேட்டூர், சேலம் 3) ரா.பிரித்திவிராஜ், சின்னகோனூர், மேட்டூர், சேலம் 4) த.சுரேஷ், சந்தைதானம்பட்டி, மேட்டூர், சேலம் 5) வீ.கலைவாணி, சின்னகோனூர், மேட்டூர், சேலம். [8, 1172, 406, 1264]
section-heading: நங்கவள்ளி வடக்கு ஒன்றியம் [83, 1104, 331, 1124]
section-paragraph: அமைப்பாளர் - பி.தனசீலன், 1/31, சத்திரப்பட்டி, சத்திரப்பட்டி அஞ்சல், குஜிலியம்பாறை, திண்டுக்கல். [1246, 1404, 1644, 1439]
section-paragraph: துணை அமைப்பாளர்கள் - 1) மா.பவித்ரநிஷ், 2-1-55, தாரமங்கலம் மெயின் ரோடு, ஜலகண்டாபுரம், மேட்டூர், சேலம் 2) ரா.சுஜாதா, மாரியம்மன் கோவில் தெரு, ஜலகண்டாபுரம், சேலம் 3) ம.தனுஜ்குமார், 3/55பி, முஸ்லீம் தெரு, ஜலகண்டாபுரம் 4) கு.ரியாஸ், 8/2/24, முஸ்லீம் தெரு, ஜலகண்டாபுரம், மேட்டூர், சேலம். [1246, 303, 1644, 414]
section-paragraph: துணை அமைப்பாளர்கள் - 1) கா.சிவசங்கர், காளிப்பட்டி அஞ்சல், மேட்டூர், சேலம் 2) அ.நிருஞ்சனா, எம்.காளிப்பட்டி, மேட்டூர், சேலம் 3) கா.கதிரவன், திப்பம்பட்டி, மேட்டூர், சேலம் 4) மு.சிவசுப்பிரமணியம், வெள்ளார், மேட்டூர், சேலம் 5) செ.இளவரசன், வெள்ளார் அஞ்சல், மேட்டூர், சேலம். [8, 1005, 406, 1098]
section [8, 6, 406, 102]
section [8, 292, 406, 492]
section-paragraph: அமைப்பாளர் - கா.சந்துரு, பணங்காடு, பூலாம்பட்டி, எடப்பாடி வட்டம், சேலம். [834, 671, 1231, 706]
section-paragraph: அமைப்பாளர் - ச.சுரேஷ், தாசநாயக்கன்பட்டி, ஆர்.கோம்பை அஞ்சல், குஜிலியம்பாறை, திண்டுக்கல். [1246, 1218, 1644, 1254]
section-paragraph: அமைப்பாளர் - ச.அன்பரசன், 1/239, பொம்மியம்பட்டி, அரங்கனூர், மேட்டூர், சேலம். [8, 779, 406, 814]
section-paragraph: அமைப்பாளர் - சி.சந்தோஷ், 1/26, மாட்டையாம்பட்டி, இடங்கணசாலை நகரம், சங்ககிரி, சேலம். [421, 1413, 818, 1448]
column-1 [8, 6, 413, 2268]
section-heading: நங்கவள்ளி பேரூர் [955, 1367, 1110, 1388]
section-heading: வேடசந்தூர் தெற்கு ஒன்றியம் [1323, 1025, 1568, 1046]
